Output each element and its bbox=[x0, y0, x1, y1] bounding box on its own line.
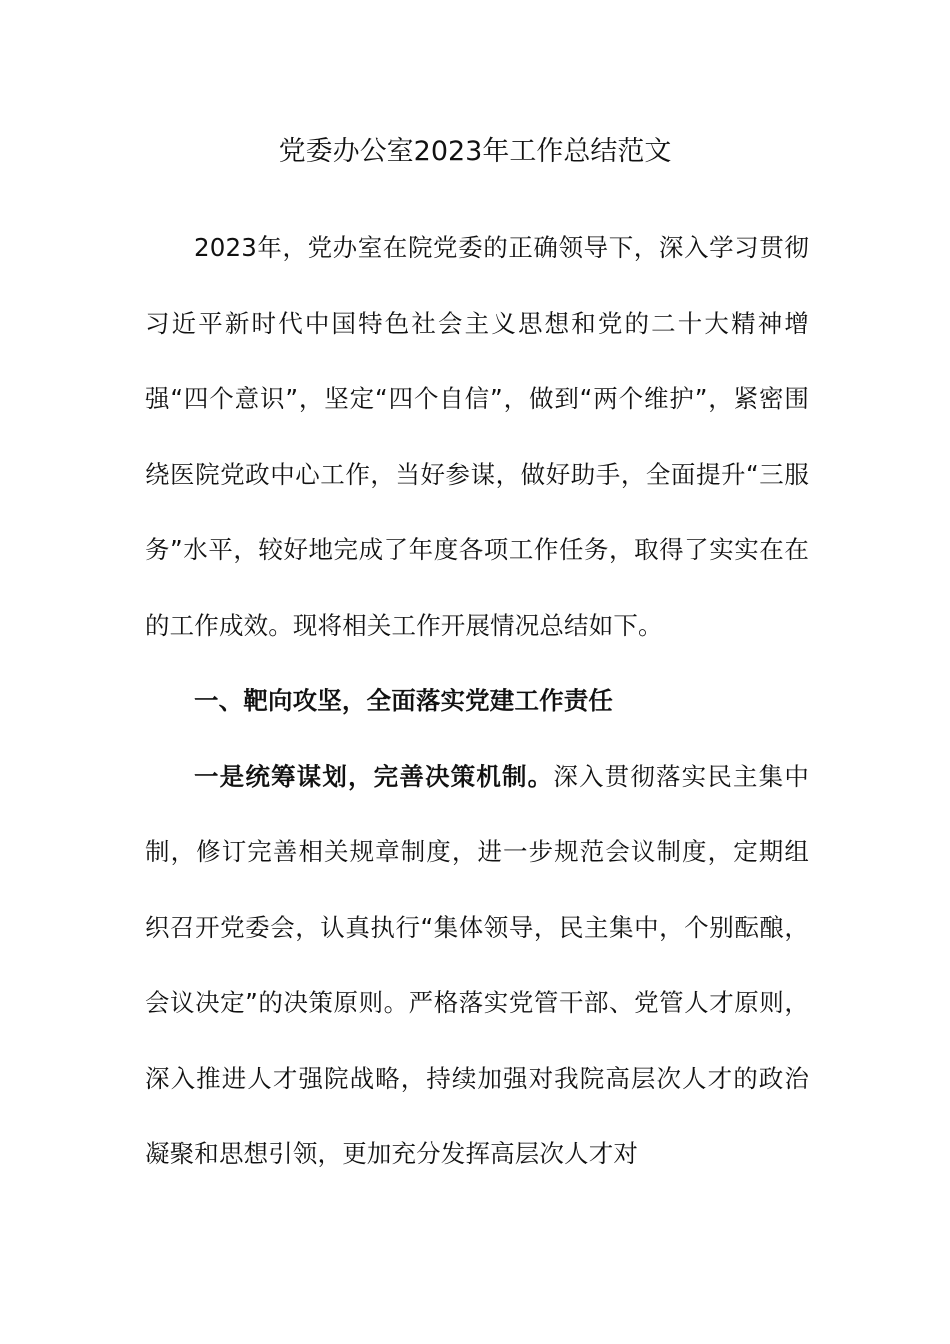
item-lead: 一是统筹谋划，完善决策机制。 bbox=[194, 761, 554, 791]
document-body bbox=[145, 210, 809, 1192]
document-title: 党委办公室2023年工作总结范文 bbox=[278, 136, 672, 167]
item-paragraph bbox=[145, 739, 809, 1192]
section-heading: 一、靶向攻坚，全面落实党建工作责任 bbox=[194, 686, 614, 715]
intro-paragraph: 2023年，党办室在院党委的正确领导下，深入学习贯彻习近平新时代中国特色社会主义思想和党的二十大精神增强“四个意识”，坚定“四个自信”，做到“两个维护”，紧密围绕医院党政中心工作，当好参谋，做好助手，全面提升“三服务”水平，较好地完成了年度各项工作任务，取得了实实在在的工作成效。现将相关工作开展情况总结如下。 bbox=[145, 233, 809, 640]
item-text: 深入贯彻落实民主集中制，修订完善相关规章制度，进一步规范会议制度，定期组织召开党委会，认真执行“集体领导，民主集中，个别酝酿，会议决定”的决策原则。严格落实党管干部、党管人才原则，深入推进人才强院战略，持续加强对我院高层次人才的政治凝聚和思想引领，更加充分发挥高层次人才对 bbox=[145, 761, 809, 1168]
